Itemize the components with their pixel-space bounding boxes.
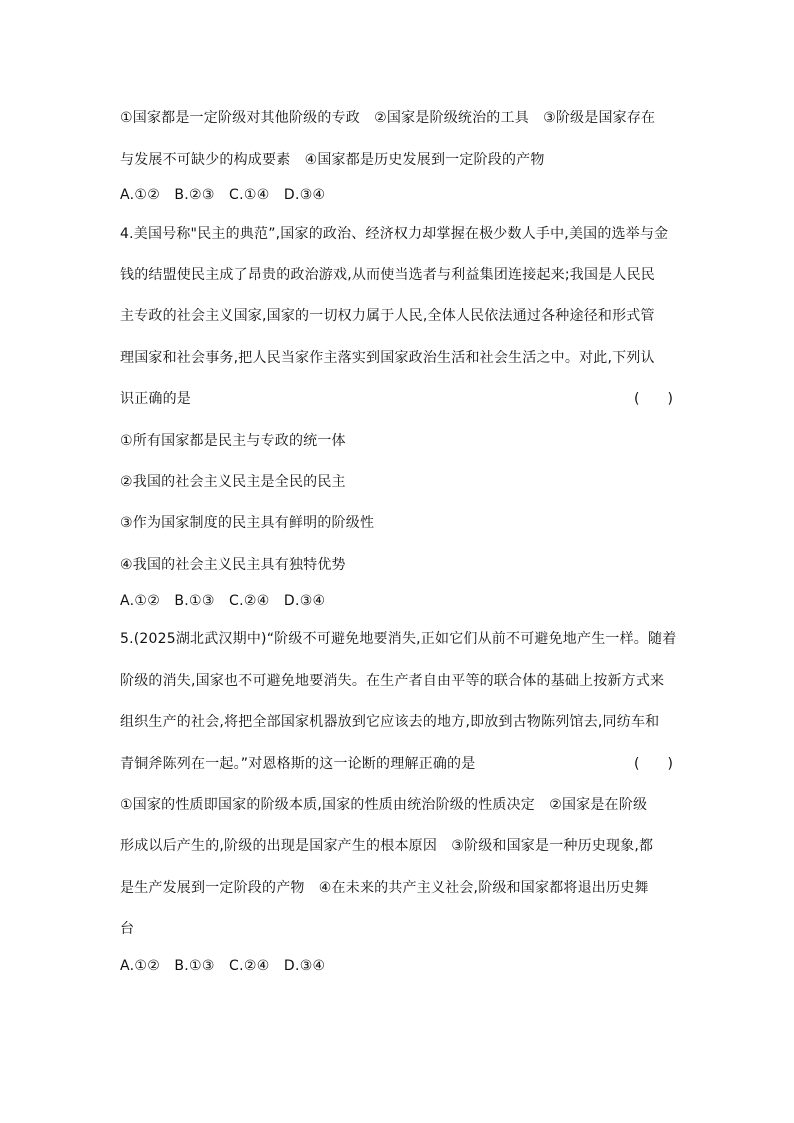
q4-answer-choices: A.①② B.①③ C.②④ D.③④ <box>120 593 326 609</box>
q3-answer-choices: A.①② B.②③ C.①④ D.③④ <box>120 187 326 203</box>
q3-option-line: ①国家都是一定阶级对其他阶级的专政 ②国家是阶级统治的工具 ③阶级是国家存在 <box>120 110 656 126</box>
q4-option: ②我国的社会主义民主是全民的民主 <box>120 474 346 490</box>
q5-option-line: 形成以后产生的,阶级的出现是国家产生的根本原因 ③阶级和国家是一种历史现象,都 <box>120 838 654 854</box>
q4-option: ④我国的社会主义民主具有独特优势 <box>120 557 346 573</box>
q4-stem-line: 理国家和社会事务,把人民当家作主落实到国家政治生活和社会生活之中。对此,下列认 <box>120 350 655 366</box>
q4-option: ③作为国家制度的民主具有鲜明的阶级性 <box>120 515 375 531</box>
q5-answer-bracket: ( ) <box>634 756 673 772</box>
q4-answer-bracket: ( ) <box>634 391 673 407</box>
q4-stem-line: 4.美国号称"民主的典范”,国家的政治、经济权力却掌握在极少数人手中,美国的选举与金 <box>120 226 669 242</box>
q5-answer-choices: A.①② B.①③ C.②④ D.③④ <box>120 958 326 974</box>
q4-stem-line: 识正确的是 <box>120 391 191 407</box>
q4-stem-line: 主专政的社会主义国家,国家的一切权力属于人民,全体人民依法通过各种途径和形式管 <box>120 308 655 324</box>
q5-stem-line: 青铜斧陈列在一起。”对恩格斯的这一论断的理解正确的是 <box>120 756 476 772</box>
q5-stem-line: 组织生产的社会,将把全部国家机器放到它应该去的地方,即放到古物陈列馆去,同纺车和 <box>120 714 660 730</box>
q5-stem-line: 5.(2025湖北武汉期中)“阶级不可避免地要消失,正如它们从前不可避免地产生一样。随着 <box>120 631 677 647</box>
q4-stem-line: 钱的结盟使民主成了昂贵的政治游戏,从而使当选者与利益集团连接起来;我国是人民民 <box>120 267 655 283</box>
q4-option: ①所有国家都是民主与专政的统一体 <box>120 433 346 449</box>
q5-option-line: ①国家的性质即国家的阶级本质,国家的性质由统治阶级的性质决定 ②国家是在阶级 <box>120 797 648 813</box>
q5-option-line: 台 <box>120 921 135 937</box>
q5-stem-line: 阶级的消失,国家也不可避免地要消失。在生产者自由平等的联合体的基础上按新方式来 <box>120 673 665 689</box>
q5-option-line: 是生产发展到一定阶段的产物 ④在未来的共产主义社会,阶级和国家都将退出历史舞 <box>120 880 649 896</box>
q3-option-line: 与发展不可缺少的构成要素 ④国家都是历史发展到一定阶段的产物 <box>120 152 545 168</box>
